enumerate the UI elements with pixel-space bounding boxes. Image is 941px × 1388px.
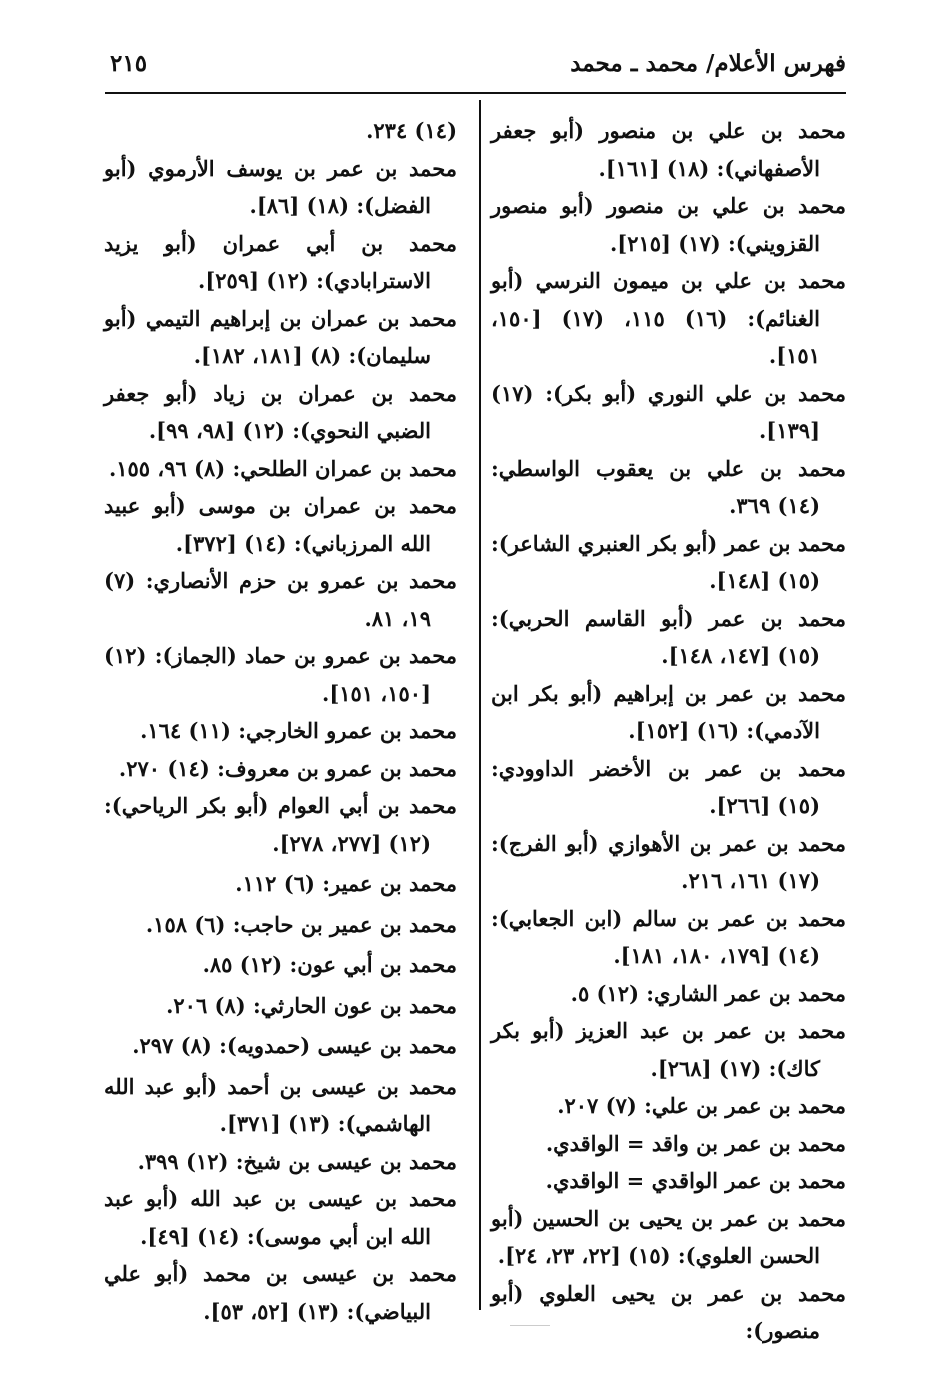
index-entry: محمد بن علي بن منصور (أبو جعفر الأصفهاني): (١٨) [١٦١]. xyxy=(491,118,846,181)
index-entry: محمد بن عمر بن يحيى العلوي (أبو منصور): xyxy=(491,1280,846,1343)
index-entry: محمد بن عمرو الخارجي: (١١) ١٦٤. xyxy=(140,718,457,743)
running-title: فهرس الأعلام/ محمد ـ محمد xyxy=(570,50,846,77)
index-entry: محمد بن عمر (أبو القاسم الحربي): (١٥) [١٤٧، ١٤٨]. xyxy=(491,605,846,668)
page-number: ٢١٥ xyxy=(110,50,148,77)
index-entry: محمد بن عيسى بن شيخ: (١٢) ٣٩٩. xyxy=(137,1148,457,1174)
index-entry: محمد بن عمر بن إبراهيم (أبو بكر ابن الآدمي): (١٦) [١٥٢]. xyxy=(491,680,846,743)
index-entry-continuation: (١٤) ٢٣٤. xyxy=(366,118,457,143)
left-column xyxy=(104,112,457,1330)
index-entry: محمد بن أبي عون: (١٢) ٨٥. xyxy=(202,952,457,977)
index-entry: محمد بن عمر بن الأخضر الداوودي: (١٥) [٢٦٦]. xyxy=(491,755,846,818)
index-entry: محمد بن عمران بن إبراهيم التيمي (أبو سليمان): (٨) [١٨١، ١٨٢]. xyxy=(104,305,457,368)
index-entry: محمد بن عمران الطلحي: (٨) ٩٦، ١٥٥. xyxy=(108,455,457,481)
index-entry: محمد بن عمر بن يوسف الأرموي (أبو الفضل): (١٨) [٨٦]. xyxy=(104,155,457,218)
index-entry: محمد بن عمر بن واقد = الواقدي. xyxy=(545,1130,846,1156)
footer-mark xyxy=(510,1325,550,1326)
index-entry: محمد بن علي بن منصور (أبو منصور القزويني): (١٧) [٢١٥]. xyxy=(491,193,846,256)
index-entry: محمد بن عمرو بن حزم الأنصاري: (٧) ١٩، ٨١. xyxy=(104,568,457,631)
index-entry: محمد بن عمران بن زياد (أبو جعفر الضبي النحوي): (١٢) [٩٨، ٩٩]. xyxy=(104,380,457,443)
index-entry: محمد بن عمر بن علي: (٧) ٢٠٧. xyxy=(557,1093,846,1118)
index-entry: محمد بن عيسى بن محمد (أبو علي البياضي): (١٣) [٥٢، ٥٣]. xyxy=(104,1261,457,1324)
index-entry: محمد بن عمر بن عبد العزيز (أبو بكر كاك): (١٧) [٢٦٨]. xyxy=(491,1018,846,1081)
index-entry: محمد بن عمر الواقدي = الواقدي. xyxy=(545,1168,846,1193)
index-entry: محمد بن عيسى بن عبد الله (أبو عبد الله ابن أبي موسى): (١٤) [٤٩]. xyxy=(104,1186,457,1249)
index-entry: محمد بن عمر (أبو بكر العنبري الشاعر): (١٥) [١٤٨]. xyxy=(491,530,846,593)
index-entry: محمد بن علي النوري (أبو بكر): (١٧) [١٣٩]. xyxy=(491,380,846,443)
index-entry: محمد بن عمرو بن حماد (الجماز): (١٢) [١٥٠، ١٥١]. xyxy=(104,643,457,706)
index-entry: محمد بن عيسى بن أحمد (أبو عبد الله الهاشمي): (١٣) [٣٧١]. xyxy=(104,1073,457,1136)
header-rule xyxy=(105,92,846,94)
index-entry: محمد بن عمرو بن معروف: (١٤) ٢٧٠. xyxy=(118,755,457,781)
index-entry: محمد بن عمر بن الأهوازي (أبو الفرج): (١٧) ١٦١، ٢١٦. xyxy=(491,830,846,893)
index-entry: محمد بن عمر بن سالم (ابن الجعابي): (١٤) [١٧٩، ١٨٠، ١٨١]. xyxy=(491,905,846,968)
index-entry: محمد بن عون الحارثي: (٨) ٢٠٦. xyxy=(166,992,457,1018)
index-entry: محمد بن عمران بن موسى (أبو عبيد الله المرزباني): (١٤) [٣٧٢]. xyxy=(104,493,457,556)
index-entry: محمد بن أبي العوام (أبو بكر الرياحي): (١٢) [٢٧٧، ٢٧٨]. xyxy=(104,793,457,856)
right-column xyxy=(491,112,846,1350)
index-entry: محمد بن عمير: (٦) ١١٢. xyxy=(235,871,457,896)
index-entry: محمد بن عمر الشاري: (١٢) ٥. xyxy=(570,980,846,1006)
index-entry: محمد بن عمير بن حاجب: (٦) ١٥٨. xyxy=(145,911,457,937)
index-entry: محمد بن أبي عمران (أبو يزيد الاسترابادي): (١٢) [٢٥٩]. xyxy=(104,230,457,293)
index-entry: محمد بن عيسى (حمدويه): (٨) ٢٩٧. xyxy=(132,1033,457,1058)
index-entry: محمد بن علي بن ميمون النرسي (أبو الغنائم): (١٦) ١١٥، (١٧) [١٥٠، ١٥١]. xyxy=(491,268,846,368)
page-header xyxy=(0,0,941,92)
index-entry: محمد بن علي بن يعقوب الواسطي: (١٤) ٣٦٩. xyxy=(491,455,846,518)
index-entry: محمد بن عمر بن يحيى بن الحسين (أبو الحسن العلوي): (١٥) [٢٢، ٢٣، ٢٤]. xyxy=(491,1205,846,1268)
column-divider xyxy=(479,100,481,1310)
